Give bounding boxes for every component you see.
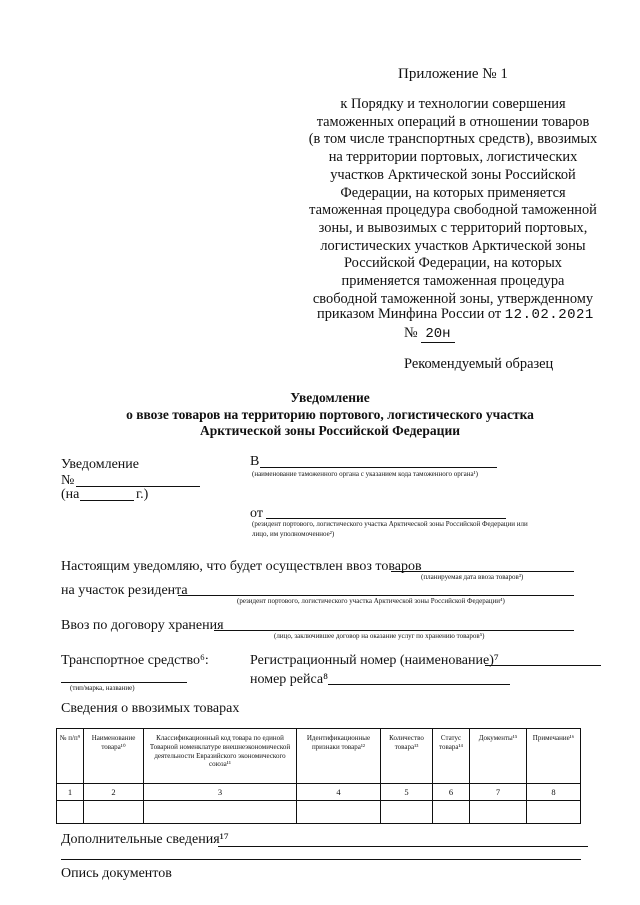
date-open-label: (на [61, 487, 80, 502]
appendix-line: Российской Федерации, на которых [344, 255, 562, 272]
document-list-label: Опись документов [61, 866, 172, 881]
from-hint-line: (резидент портового, логистического участка Арктической зоны Российской Федерации или [252, 520, 528, 528]
goods-heading: Сведения о ввозимых товарах [61, 701, 240, 716]
registration-number-label: Регистрационный номер (наименование)⁷ [250, 653, 499, 668]
notify-text: Настоящим уведомляю, что будет осуществлен ввоз товаров [61, 559, 422, 574]
notice-title-line: Арктической зоны Российской Федерации [199, 423, 461, 438]
column-number: 2 [84, 784, 144, 801]
resident-hint: (резидент портового, логистического участка Арктической зоны Российской Федерации⁴) [237, 597, 505, 605]
appendix-line: зоны, и вывозимых с территорий портовых, [318, 219, 588, 236]
table-cell[interactable] [144, 801, 297, 824]
column-header: Примечание¹⁶ [527, 729, 581, 784]
to-label: В [250, 454, 260, 469]
column-header: Документы¹⁵ [470, 729, 527, 784]
column-number: 4 [297, 784, 381, 801]
column-header: № п/п⁹ [57, 729, 84, 784]
transport-type-field[interactable] [61, 682, 187, 683]
appendix-line: участков Арктической зоны Российской [330, 166, 576, 183]
voyage-number-field[interactable] [328, 684, 510, 685]
appendix-line: (в том числе транспортных средств), ввозимых [308, 131, 598, 148]
additional-info-field[interactable] [218, 846, 588, 847]
appendix-text [295, 96, 611, 308]
order-line [317, 306, 594, 323]
goods-table [56, 728, 581, 824]
table-row [57, 801, 581, 824]
additional-info-field-2[interactable] [61, 859, 581, 860]
appendix-line: свободной таможенной зоны, утвержденному [312, 290, 594, 307]
column-number: 3 [144, 784, 297, 801]
resident-from-field[interactable] [266, 518, 506, 519]
customs-authority-field[interactable] [260, 467, 497, 468]
voyage-number-label: номер рейса⁸ [250, 672, 328, 687]
order-date: 12.02.2021 [504, 307, 594, 323]
appendix-line: применяется таможенная процедура [341, 273, 565, 290]
column-header: Классификационный код товара по единой Товарной номенклатуре внешнеэкономической деятельности Евразийского экономического союза¹¹ [144, 729, 297, 784]
notice-number-label: № [61, 473, 75, 488]
column-number: 7 [470, 784, 527, 801]
planned-import-date-field[interactable] [391, 571, 574, 572]
table-cell[interactable] [84, 801, 144, 824]
number-sign: № [404, 325, 418, 341]
notice-title-line: Уведомление [290, 390, 370, 405]
transport-type-hint: (тип/марка, название) [70, 684, 135, 692]
table-cell[interactable] [297, 801, 381, 824]
column-number: 1 [57, 784, 84, 801]
transport-label: Транспортное средство⁶: [61, 653, 209, 668]
appendix-title: Приложение № 1 [398, 66, 508, 82]
table-cell[interactable] [433, 801, 470, 824]
storage-contract-field[interactable] [214, 630, 574, 631]
appendix-line: таможенная процедура свободной таможенной [309, 202, 597, 219]
from-label: от [250, 506, 263, 521]
appendix-line: к Порядку и технологии совершения [340, 96, 566, 112]
storage-contract-label: Ввоз по договору хранения [61, 618, 224, 633]
table-cell[interactable] [57, 801, 84, 824]
table-cell[interactable] [381, 801, 433, 824]
notice-label: Уведомление [61, 457, 140, 472]
column-header: Идентификационные признаки товара¹² [297, 729, 381, 784]
appendix-line: таможенных операций в отношении товаров [316, 113, 590, 130]
column-header: Наименование товара¹⁰ [84, 729, 144, 784]
column-number: 5 [381, 784, 433, 801]
table-header-row [57, 729, 581, 784]
column-header: Статус товара¹⁴ [433, 729, 470, 784]
order-prefix: приказом Минфина России от [317, 306, 502, 322]
table-number-row [57, 784, 581, 801]
appendix-line: логистических участков Арктической зоны [320, 237, 586, 254]
appendix-line: Федерации, на которых применяется [340, 184, 566, 201]
column-number: 6 [433, 784, 470, 801]
additional-info-label: Дополнительные сведения¹⁷ [61, 832, 229, 847]
notice-title [60, 390, 600, 440]
recommended-sample-label: Рекомендуемый образец [404, 356, 554, 372]
order-number-line [404, 325, 455, 342]
planned-import-date-hint: (планируемая дата ввоза товаров³) [421, 573, 524, 581]
resident-field[interactable] [178, 595, 574, 596]
date-close-label: г.) [136, 487, 149, 502]
storage-contract-hint: (лицо, заключившее договор на оказание услуг по хранению товаров⁵) [274, 632, 485, 640]
column-header: Количество товара¹³ [381, 729, 433, 784]
order-number: 20н [421, 326, 454, 343]
table-cell[interactable] [470, 801, 527, 824]
appendix-line: на территории портовых, логистических [328, 149, 578, 166]
registration-number-field[interactable] [485, 665, 601, 666]
notice-title-line: о ввозе товаров на территорию портового, логистического участка [126, 406, 534, 422]
from-hint-line: лицо, им уполномоченное²) [252, 530, 335, 538]
resident-label: на участок резидента [61, 583, 188, 598]
table-cell[interactable] [527, 801, 581, 824]
customs-authority-hint: (наименование таможенного органа с указанием кода таможенного органа¹) [252, 470, 478, 478]
column-number: 8 [527, 784, 581, 801]
notice-date-field[interactable] [80, 500, 134, 501]
